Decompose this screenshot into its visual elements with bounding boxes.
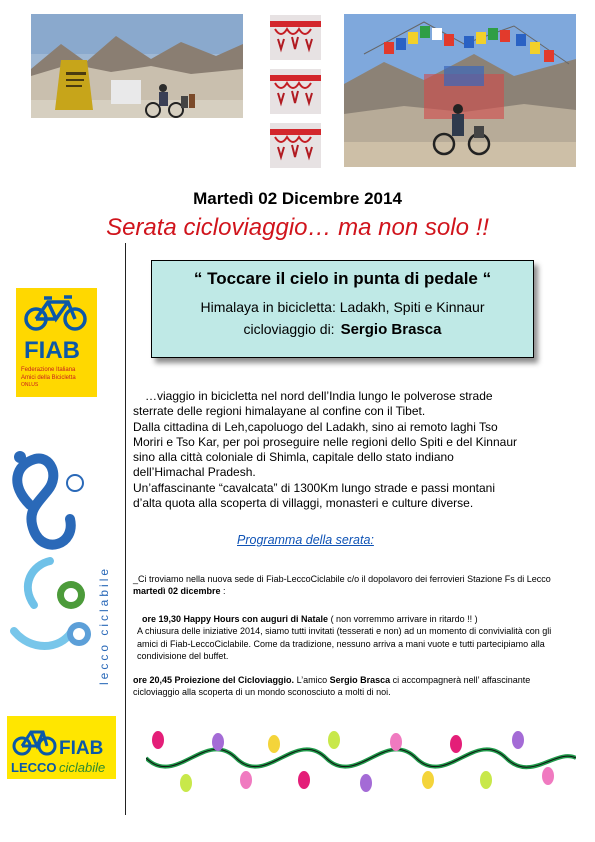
program-item-1	[133, 613, 563, 662]
fiab-lecco-logo	[7, 716, 116, 779]
author-prefix: cicloviaggio di:	[243, 321, 335, 337]
item2-text: ci accompagnerà nell’ affascinante cicloviaggio alla scoperta di un mondo sconosciuto a molti di noi.	[133, 675, 531, 698]
intro-text	[133, 389, 523, 511]
photo-right	[344, 14, 576, 167]
photo-left	[31, 14, 243, 118]
christmas-lights-decoration	[146, 728, 576, 798]
item1-note: ( non vorremmo arrivare in ritardo !! )	[328, 614, 478, 624]
highlight-box	[151, 260, 534, 358]
item1-text: A chiusura delle iniziative 2014, siamo tutti invitati (tesserati e non) ad un momento di convivialità con gli amici di Fiab-LeccoCiclabile. Come da tradizione, nessuno arriva a mani vuote e tutti partecipiamo alla condivisione del buffet.	[137, 626, 552, 661]
item2-name: Sergio Brasca	[329, 675, 391, 685]
talk-author-line	[152, 321, 533, 338]
thumbnail-2	[270, 69, 321, 114]
event-subtitle: Serata cicloviaggio… ma non solo !!	[106, 214, 489, 241]
item2-pre: L’amico	[294, 675, 330, 685]
venue-date: martedì 02 dicembre	[133, 586, 221, 597]
fiab2-top: FIAB	[59, 738, 104, 759]
fiab-logo	[16, 288, 97, 397]
fiab2-bottom-b: ciclabile	[59, 760, 106, 775]
svg-text:ONLUS: ONLUS	[21, 382, 39, 388]
intro-line-3: Un’affascinante “cavalcata” di 1300Km lungo strade e passi montani d’alta quota alla scoperta di villaggi, monasteri e culture diverse.	[133, 480, 495, 511]
author-name: Sergio Brasca	[340, 321, 442, 338]
thumbnail-3	[270, 123, 321, 168]
lecco-ciclabile-logo	[0, 445, 118, 695]
fiab-logo-name: FIAB	[24, 337, 80, 364]
lecco-ciclabile-text: lecco ciclabile	[97, 565, 111, 685]
venue-end: :	[220, 586, 226, 597]
talk-title: “ Toccare il cielo in punta di pedale “	[193, 269, 492, 288]
intro-line-2: Dalla cittadina di Leh,capoluogo del Ladakh, sino ai remoto laghi Tso Moriri e Tso Kar, per poi proseguire nelle regioni dello Spiti e del Kinnaur sino alla città coloniale di Shimla, capitale dello stato indiano dell’Himachal Pradesh.	[133, 419, 517, 480]
program-item-2	[133, 674, 563, 699]
talk-subtitle: Himalaya in bicicletta: Ladakh, Spiti e Kinnaur	[200, 299, 485, 315]
program-heading: Programma della serata:	[237, 533, 374, 547]
svg-text:Federazione Italiana: Federazione Italiana	[21, 367, 76, 373]
intro-line-1: …viaggio in bicicletta nel nord dell’India lungo le polverose strade sterrate delle regioni himalayane al confine con il Tibet.	[133, 389, 493, 419]
vertical-divider	[125, 243, 126, 815]
svg-text:Amici della Bicicletta: Amici della Bicicletta	[21, 375, 76, 381]
item2-time: ore 20,45 Proiezione del Cicloviaggio.	[133, 675, 295, 685]
venue-text	[133, 573, 563, 598]
venue-main: _Ci troviamo nella nuova sede di Fiab-LeccoCiclabile c/o il dopolavoro dei ferrovieri Stazione Fs di Lecco	[133, 574, 551, 584]
item1-time: ore 19,30 Happy Hours con auguri di Natale	[142, 614, 329, 624]
fiab2-bottom-a: LECCO	[11, 760, 57, 775]
thumbnail-1	[270, 15, 321, 60]
event-date: Martedì 02 Dicembre 2014	[193, 189, 402, 208]
